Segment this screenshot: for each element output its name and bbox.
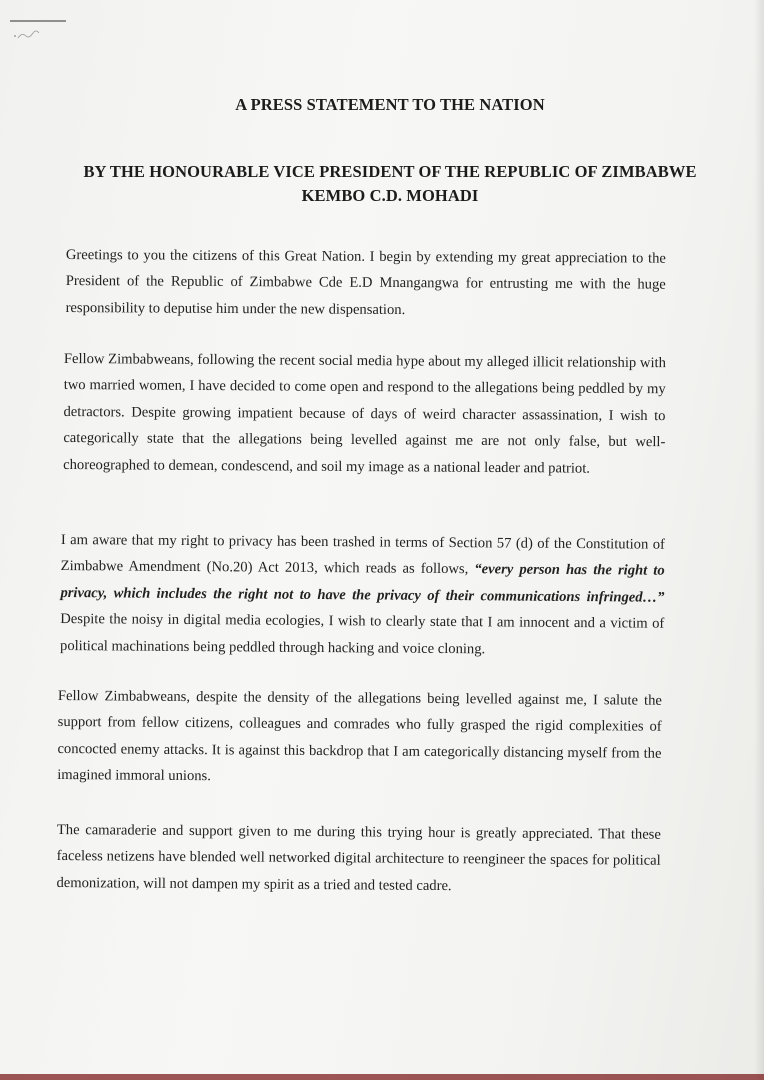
- constitution-quote: “every person has the right to privacy, which includes the right not to have the privacy of their communications infringed…”: [60, 561, 665, 606]
- document-subtitle: BY THE HONOURABLE VICE PRESIDENT OF THE REPUBLIC OF ZIMBABWE KEMBO C.D. MOHADI: [83, 162, 697, 205]
- paragraph-greetings: Greetings to you the citizens of this Great Nation. I begin by extending my great appreciation to the President of the Republic of Zimbabwe Cde E.D Mnangangwa for entrusting me with the huge responsibility to deputise him under the new dispensation.: [65, 246, 666, 318]
- pen-mark-icon: [6, 12, 70, 42]
- paragraph-support: Fellow Zimbabweans, despite the density of the allegations being levelled against me, I salute the support from fellow citizens, colleagues and comrades who fully grasped the rigid complexities of concocted enemy attacks. It is against this backdrop that I am categorically distancing myself from the imagined immoral unions.: [57, 687, 662, 785]
- paragraph-privacy-rest: Despite the noisy in digital media ecologies, I wish to clearly state that I am innocent and a victim of political machinations being peddled through hacking and voice cloning.: [60, 611, 665, 657]
- paragraph-allegations: Fellow Zimbabweans, following the recent social media hype about my alleged illicit relationship with two married women, I have decided to come open and respond to the allegations being peddled by my detractors. Despite growing impatient because of days of weird character assassination, I wish to categorically state that the allegations being levelled against me are not only false, but well-choreographed to demean, condescend, and soil my image as a national leader and patriot.: [63, 350, 666, 477]
- paragraph-privacy: [60, 527, 665, 664]
- page-bottom-edge: [0, 1074, 764, 1080]
- document-title: A PRESS STATEMENT TO THE NATION: [235, 95, 545, 114]
- paragraph-privacy-intro: I am aware that my right to privacy has been trashed in terms of Section 57 (d) of the Constitution of Zimbabwe Amendment (No.20) Act 2013, which reads as follows,: [60, 531, 665, 578]
- paragraph-camaraderie: The camaraderie and support given to me during this trying hour is greatly appreciated. That these faceless netizens have blended well networked digital architecture to reengineer the spaces for political demonization, will not dampen my spirit as a tried and tested cadre.: [56, 821, 661, 894]
- page-shadow: [754, 0, 764, 1080]
